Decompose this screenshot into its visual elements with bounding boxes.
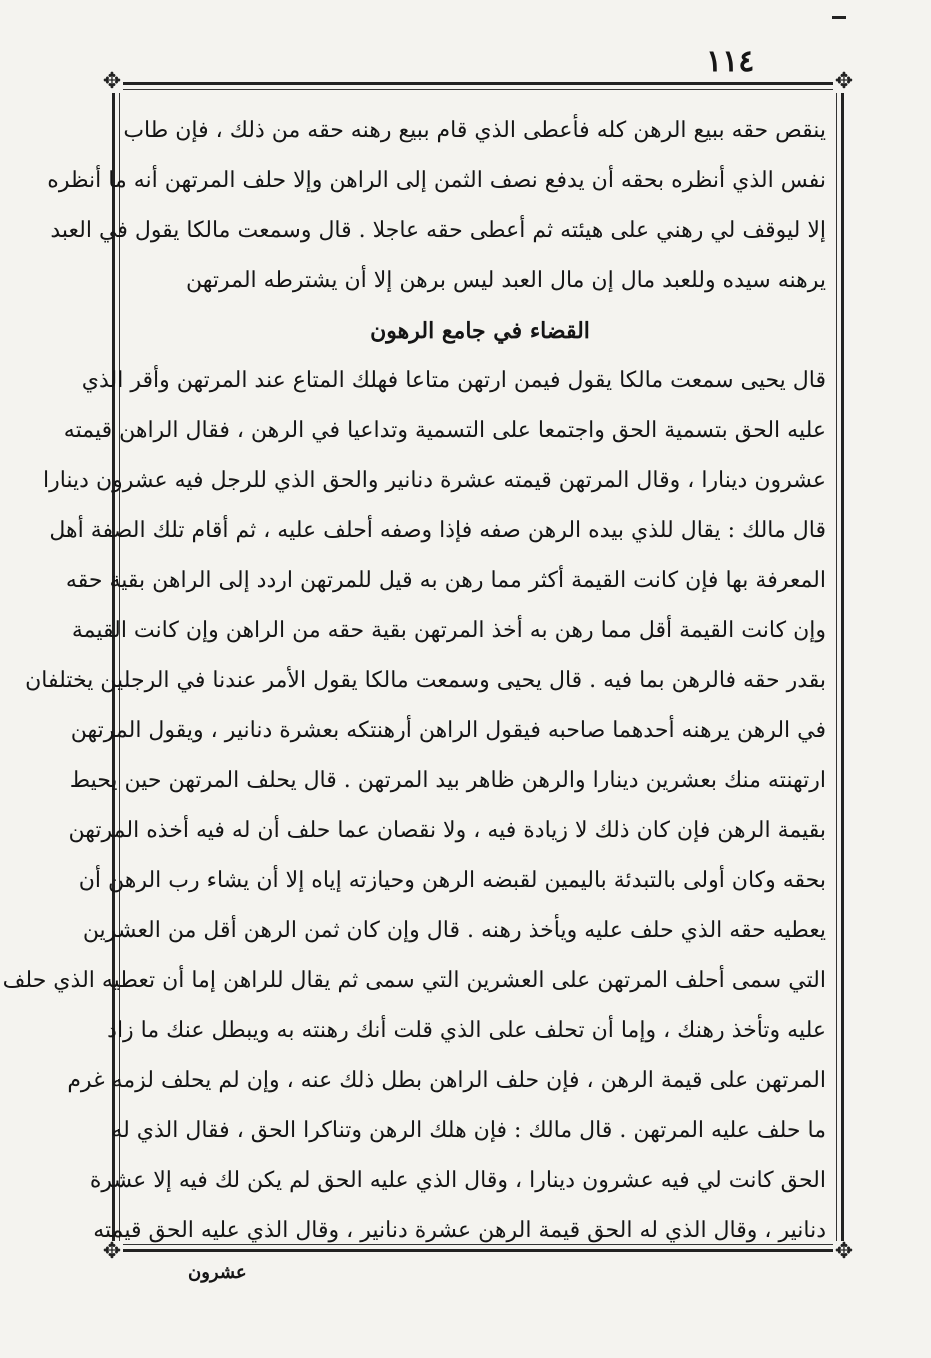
text-line: يرهنه سيده وللعبد مال إن مال العبد ليس برهن إلا أن يشترطه المرتهن xyxy=(185,268,826,293)
text-line: الحق كانت لي فيه عشرون دينارا ، وقال الذي عليه الحق لم يكن لك فيه إلا عشرة xyxy=(89,1168,826,1193)
text-line: إلا ليوقف لي رهني على هيئته ثم أعطى حقه عاجلا . قال وسمعت مالكا يقول في العبد xyxy=(50,218,826,243)
section-heading: القضاء في جامع الرهون xyxy=(370,318,590,344)
text-line: ما حلف عليه المرتهن . قال مالك : فإن هلك الرهن وتناكرا الحق ، فقال الذي له xyxy=(111,1118,826,1143)
text-line: عليه وتأخذ رهنك ، وإما أن تحلف على الذي قلت أنك رهنته به ويبطل عنك ما زاد xyxy=(107,1018,826,1043)
text-line: بقيمة الرهن فإن كان ذلك لا زيادة فيه ، ولا نقصان عما حلف أن له فيه أخذه المرتهن xyxy=(68,818,826,843)
text-line: بحقه وكان أولى بالتبدئة باليمين لقبضه الرهن وحيازته إياه إلا أن يشاء رب الرهن أن xyxy=(78,868,826,893)
text-line: التي سمى أحلف المرتهن على العشرين التي سمى ثم يقال للراهن إما أن تعطيه الذي حلف xyxy=(2,968,826,993)
text-line: ارتهنته منك بعشرين دينارا والرهن ظاهر بيد المرتهن . قال يحلف المرتهن حين يحيط xyxy=(69,768,826,793)
text-line: عليه الحق بتسمية الحق واجتمعا على التسمية وتداعيا في الرهن ، فقال الراهن قيمته xyxy=(63,418,826,443)
text-line: يعطيه حقه الذي حلف عليه ويأخذ رهنه . قال وإن كان ثمن الرهن أقل من العشرين xyxy=(82,918,826,943)
catchword: عشرون xyxy=(188,1262,247,1283)
corner-ornament-icon: ✥ xyxy=(834,1239,854,1264)
text-line: عشرون دينارا ، وقال المرتهن قيمته عشرة دنانير والحق الذي للرجل فيه عشرون دينارا xyxy=(42,468,826,493)
corner-ornament-icon: ✥ xyxy=(834,69,854,94)
text-line: ينقص حقه ببيع الرهن كله فأعطى الذي قام ببيع رهنه حقه من ذلك ، فإن طاب xyxy=(123,118,826,143)
text-line: بقدر حقه فالرهن بما فيه . قال يحيى وسمعت مالكا يقول الأمر عندنا في الرجلين يختلفان xyxy=(25,668,826,693)
text-line: دنانير ، وقال الذي له الحق قيمة الرهن عشرة دنانير ، وقال الذي عليه الحق قيمته xyxy=(93,1218,826,1243)
corner-ornament-icon: ✥ xyxy=(102,1239,122,1264)
text-line: وإن كانت القيمة أقل مما رهن به أخذ المرتهن بقية حقه من الراهن وإن كانت القيمة xyxy=(71,618,826,643)
page-number: ١١٤ xyxy=(706,44,755,79)
corner-ornament-icon: ✥ xyxy=(102,69,122,94)
text-line: نفس الذي أنظره بحقه أن يدفع نصف الثمن إلى الراهن وإلا حلف المرتهن أنه ما أنظره xyxy=(47,168,826,193)
text-line: المعرفة بها فإن كانت القيمة أكثر مما رهن به قيل للمرتهن اردد إلى الراهن بقية حقه xyxy=(65,568,826,593)
main-text-body xyxy=(2,106,826,1256)
text-line: قال مالك : يقال للذي بيده الرهن صفه فإذا وصفه أحلف عليه ، ثم أقام تلك الصفة أهل xyxy=(49,518,826,543)
text-line: قال يحيى سمعت مالكا يقول فيمن ارتهن متاعا فهلك المتاع عند المرتهن وأقر الذي xyxy=(81,368,826,393)
text-line: في الرهن يرهنه أحدهما صاحبه فيقول الراهن أرهنتكه بعشرة دنانير ، ويقول المرتهن xyxy=(70,718,826,743)
top-margin-mark xyxy=(832,16,846,19)
text-line: المرتهن على قيمة الرهن ، فإن حلف الراهن بطل ذلك عنه ، وإن لم يحلف لزمه غرم xyxy=(67,1068,826,1093)
